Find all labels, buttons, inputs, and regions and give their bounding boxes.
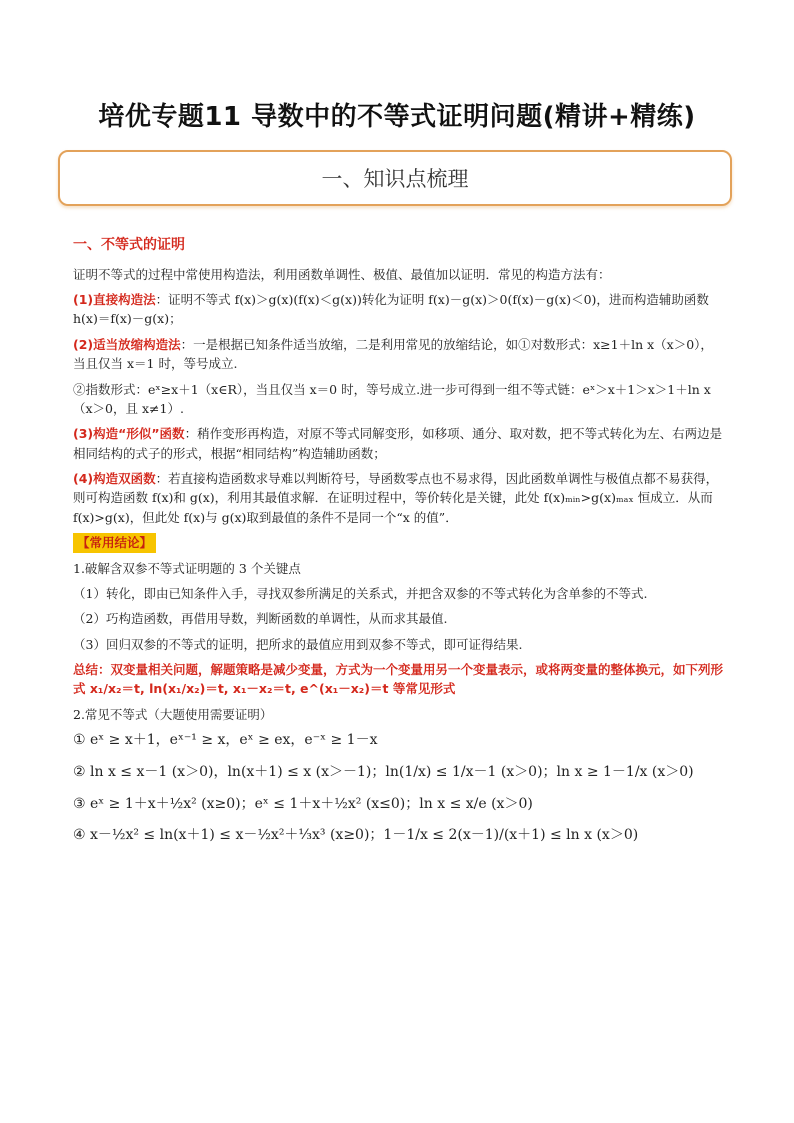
method-1-text: ：证明不等式 f(x)＞g(x)(f(x)＜g(x))转化为证明 f(x)－g(x)＞0(f(x)－g(x)＜0)，进而构造辅助函数 h(x)＝f(x)－g(x)； [73,292,709,327]
method-4-text: ：若直接构造函数求导难以判断符号，导函数零点也不易求得，因此函数单调性与极值点都不易获得，则可构造函数 f(x)和 g(x)，利用其最值求解．在证明过程中，等价转化是关键，此处 f(x)ₘᵢₙ>g(x)ₘₐₓ 恒成立．从而 f(x)>g(x)，但此处 f(x)与 g(x)取到最值的条件不是同一个“x 的值”． [73,471,719,525]
banner-label: 一、知识点梳理 [321,167,469,191]
method-2-text: ：一是根据已知条件适当放缩，二是利用常见的放缩结论，如①对数形式：x≥1＋ln x（x＞0），当且仅当 x＝1 时，等号成立. [73,336,713,372]
summary-paragraph: 总结：双变量相关问题，解题策略是减少变量，方式为一个变量用另一个变量表示，或将两变量的整体换元，如下列形式 x₁/x₂＝t, ln(x₁/x₂)＝t, x₁－x₂＝t, e^(x₁－x₂)＝t 等常见形式 [73,662,724,697]
method-3-label: (3)构造“形似”函数 [73,426,185,442]
method-2-continued: ②指数形式：eˣ≥x＋1（x∈R），当且仅当 x＝0 时，等号成立.进一步可得到一组不等式链：eˣ＞x＋1＞x＞1＋ln x（x＞0，且 x≠1）. [73,381,711,416]
key-point-2: （2）巧构造函数，再借用导数，判断函数的单调性，从而求其最值. [73,611,448,627]
formula-2: ② ln x ≤ x－1 (x＞0)，ln(x＋1) ≤ x (x＞－1)；ln(1/x) ≤ 1/x－1 (x＞0)；ln x ≥ 1－1/x (x＞0) [73,763,694,780]
method-2 [73,335,725,374]
method-4-label: (4)构造双函数 [73,471,156,487]
section-heading: 一、不等式的证明 [73,237,185,253]
common-conclusions-heading [73,533,725,552]
method-1 [73,290,725,329]
method-2-label: (2)适当放缩构造法 [73,336,181,352]
method-4 [73,469,725,527]
formula-1: ① eˣ ≥ x＋1，eˣ⁻¹ ≥ x，eˣ ≥ ex，e⁻ˣ ≥ 1－x [73,732,378,749]
method-1-label: (1)直接构造法 [73,292,156,308]
key-points-title: 1.破解含双参不等式证明题的 3 个关键点 [73,560,301,576]
method-3-text: ：稍作变形再构造，对原不等式同解变形，如移项、通分、取对数，把不等式转化为左、右两边是相同结构的式子的形式，根据“相同结构”构造辅助函数； [73,426,723,461]
document-body [73,235,725,857]
formula-3: ③ eˣ ≥ 1＋x＋½x² (x≥0)；eˣ ≤ 1＋x＋½x² (x≤0)；ln x ≤ x/e (x＞0) [73,795,533,812]
key-point-1: （1）转化，即由已知条件入手，寻找双参所满足的关系式，并把含双参的不等式转化为含单参的不等式. [73,585,648,601]
page-title: 培优专题11 导数中的不等式证明问题(精讲+精练) [98,102,696,132]
intro-paragraph: 证明不等式的过程中常使用构造法，利用函数单调性、极值、最值加以证明．常见的构造方法有： [73,266,611,282]
common-inequalities-title: 2.常见不等式（大题使用需要证明） [73,706,273,722]
method-3 [73,424,725,463]
common-conclusions-tag: 【常用结论】 [73,533,156,552]
formula-4: ④ x－½x² ≤ ln(x＋1) ≤ x－½x²＋⅓x³ (x≥0)；1－1/x ≤ 2(x－1)/(x＋1) ≤ ln x (x＞0) [73,827,639,844]
key-point-3: （3）回归双参的不等式的证明，把所求的最值应用到双参不等式，即可证得结果. [73,636,523,652]
section-banner [58,150,732,206]
